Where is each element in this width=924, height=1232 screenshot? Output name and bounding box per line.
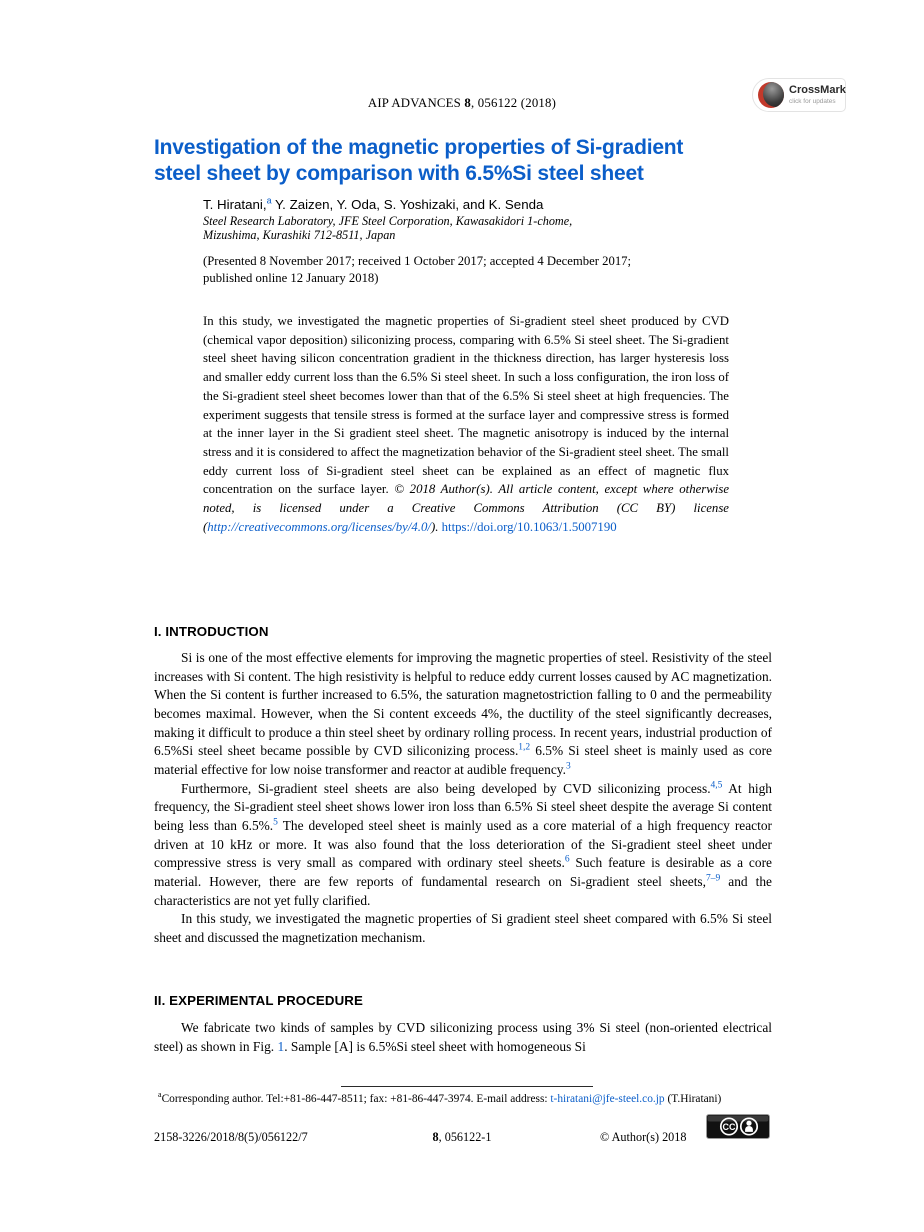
reference-link-3[interactable]: 3 — [565, 761, 571, 772]
footer-page: , 056122-1 — [438, 1130, 492, 1144]
experimental-section — [154, 1019, 772, 1056]
authors-line — [203, 197, 543, 212]
affiliation-line2: Mizushima, Kurashiki 712-8511, Japan — [203, 227, 396, 242]
intro-paragraph-1 — [154, 649, 772, 780]
crossmark-text — [789, 85, 846, 105]
abstract — [203, 312, 729, 536]
author-footnote-link[interactable]: a — [266, 195, 272, 206]
corresponding-author-footnote — [158, 1090, 780, 1105]
intro-p2-text-2: At high frequency, the Si-gradient steel sheet shows lower iron loss than 6.5% Si steel sheet despite the average Si content being less than 6.5%. — [154, 780, 772, 833]
intro-p2-text-3: The developed steel sheet is mainly used as a core material of a high frequency reactor driven at 10 kHz or more. It was also found that the loss deterioration of the Si-gradient steel sheet under compressive stress is very small as compared with ordinary steel sheets. — [154, 817, 772, 871]
abstract-text: In this study, we investigated the magnetic properties of Si-gradient steel sheet produced by CVD (chemical vapor deposition) siliconizing process, comparing with 6.5% Si steel sheet. The Si-gradient steel sheet having silicon concentration gradient in the thickness direction, has larger hysteresis loss and smaller eddy current loss than the 6.5% Si steel sheet. In such a loss configuration, the iron loss of the Si-gradient steel sheet becomes lower than that of the 6.5% Si steel sheet at high frequencies. The experiment suggests that tensile stress is formed at the surface layer and compressive stress is formed at the inner layer in the Si gradient steel sheet. The magnetic anisotropy is induced by the internal stress and it is considered to affect the magnetization behavior of the Si-gradient steel sheet. The small eddy current loss of Si-gradient steel sheet can be explained as an effect of magnetic flux concentration on the surface layer. — [203, 314, 729, 497]
footnote-divider — [341, 1086, 593, 1087]
footnote-text-1: Corresponding author. Tel:+81-86-447-8511; fax: +81-86-447-3974. E-mail address: — [161, 1093, 551, 1105]
authors-rest: Y. Zaizen, Y. Oda, S. Yoshizaki, and K. Senda — [271, 197, 544, 212]
reference-link-4-5[interactable]: 4,5 — [710, 780, 723, 791]
license-text: © 2018 Author(s). All article content, except where otherwise noted, is licensed under a Creative Commons Attribution (CC BY) license ( — [203, 482, 729, 534]
introduction-section — [154, 649, 772, 948]
intro-paragraph-2 — [154, 780, 772, 911]
article-title — [154, 135, 814, 187]
footer-copyright: © Author(s) 2018 — [600, 1130, 687, 1144]
affiliation — [203, 215, 572, 243]
article-title-line1: Investigation of the magnetic properties of Si-gradient — [154, 136, 684, 159]
crossmark-subtitle: click for updates — [789, 98, 836, 105]
footnote-mark: a — [158, 1090, 162, 1100]
footer-volume: 8 — [432, 1130, 439, 1144]
intro-paragraph-3 — [154, 910, 772, 947]
intro-p3-text: In this study, we investigated the magnetic properties of Si gradient steel sheet compared with 6.5% Si steel sheet and discussed the magnetization mechanism. — [154, 911, 772, 945]
cc-by-license-button[interactable] — [706, 1114, 770, 1139]
intro-p1-text-1: Si is one of the most effective elements for improving the magnetic properties of steel. Resistivity of the steel increases with Si content. The high resistivity is helpful to reduce eddy current losses caused by AC magnetization. When the Si content is further increased to 6.5%, the saturation magnetostriction falling to 0 and the permeability becomes maximal. However, when the Si content exceeds 4%, the ductility of the steel significantly decreases, making it difficult to produce a thin steel sheet by ordinary rolling process. In recent years, industrial production of 6.5%Si steel sheet became possible by CVD siliconizing process. — [154, 650, 772, 759]
crossmark-title: CrossMark — [789, 84, 846, 96]
exp-p1-text-1: We fabricate two kinds of samples by CVD siliconizing process using 3% Si steel (non-oriented electrical steel) as shown in Fig. — [154, 1020, 772, 1054]
reference-link-7-9[interactable]: 7–9 — [706, 873, 721, 884]
footer-article-code: 2158-3226/2018/8(5)/056122/7 — [154, 1130, 308, 1144]
author-first: T. Hiratani, — [203, 197, 267, 212]
reference-link-5[interactable]: 5 — [273, 817, 278, 828]
intro-p2-text-4: Such feature is desirable as a core material. However, there are few reports of fundamental research on Si-gradient steel sheets, — [154, 855, 772, 889]
reference-link-6[interactable]: 6 — [564, 854, 570, 865]
section-heading-introduction: I. INTRODUCTION — [154, 624, 269, 639]
exp-p1-text-2: . Sample [A] is 6.5%Si steel sheet with homogeneous Si — [284, 1038, 586, 1054]
license-close: ). — [430, 519, 442, 534]
dates-line1: (Presented 8 November 2017; received 1 October 2017; accepted 4 December 2017; — [203, 254, 632, 268]
intro-p2-text-1: Furthermore, Si-gradient steel sheets are also being developed by CVD siliconizing process. — [181, 780, 711, 796]
journal-name: AIP ADVANCES — [367, 96, 461, 110]
email-link[interactable]: t-hiratani@jfe-steel.co.jp — [550, 1093, 665, 1105]
figure-1-link[interactable]: 1 — [277, 1038, 285, 1054]
intro-p2-text-5: and the characteristics are not yet fully clarified. — [154, 873, 773, 908]
intro-p1-text-2: 6.5% Si steel sheet is mainly used as core material effective for low noise transformer and reactor at audible frequency. — [154, 743, 772, 777]
crossmark-icon — [758, 82, 784, 108]
affiliation-line1: Steel Research Laboratory, JFE Steel Corporation, Kawasakidori 1-chome, — [203, 214, 573, 228]
crossmark-button[interactable] — [752, 78, 846, 112]
article-title-line2: steel sheet by comparison with 6.5%Si steel sheet — [154, 162, 644, 185]
journal-issue: , 056122 (2018) — [470, 96, 557, 110]
svg-text:CC: CC — [722, 1122, 736, 1132]
footnote-text-2: (T.Hiratani) — [664, 1093, 722, 1105]
dates-line2: published online 12 January 2018) — [203, 271, 379, 285]
doi-link[interactable]: https://doi.org/10.1063/1.5007190 — [441, 519, 617, 534]
section-heading-experimental: II. EXPERIMENTAL PROCEDURE — [154, 993, 363, 1008]
received-dates — [203, 253, 631, 287]
footer-page-number — [0, 1130, 924, 1145]
license-link[interactable]: http://creativecommons.org/licenses/by/4.0/ — [207, 519, 431, 534]
reference-link-1-2[interactable]: 1,2 — [518, 742, 531, 753]
cc-by-license-icon — [706, 1114, 770, 1139]
experimental-paragraph-1 — [154, 1019, 772, 1056]
journal-volume: 8 — [464, 96, 471, 110]
